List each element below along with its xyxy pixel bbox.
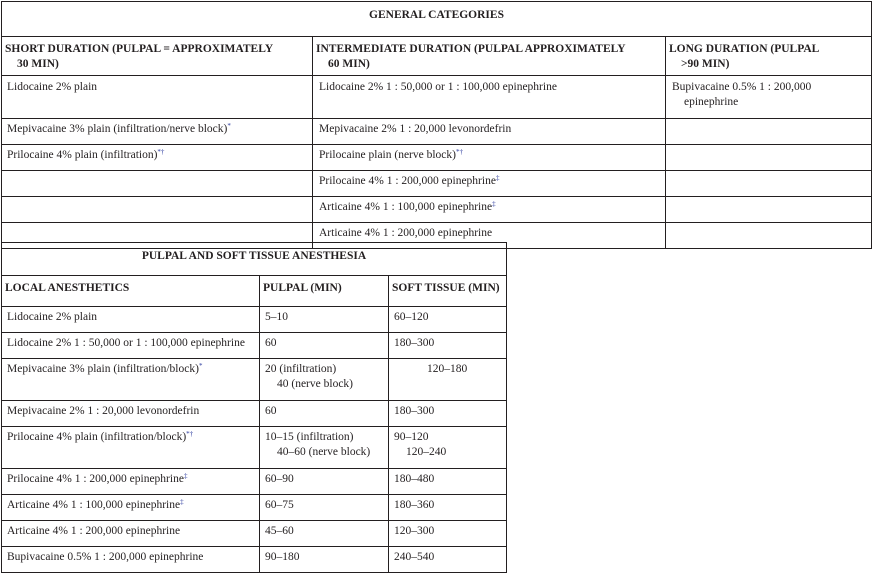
pulpal-cell: 60–90: [260, 469, 389, 495]
soft-tissue-cell: [389, 359, 507, 401]
cell-text: Mepivacaine 3% plain (infiltration/nerve block): [7, 123, 228, 135]
cell-text: Lidocaine 2% plain: [7, 311, 98, 323]
cell-text: Mepivacaine 2% 1 : 20,000 levonordefrin: [319, 123, 512, 135]
pulpal-cell: 60: [260, 401, 389, 427]
cell-text-line1: Bupivacaine 0.5% 1 : 200,000: [672, 81, 812, 93]
pulpal-cell: 5–10: [260, 307, 389, 333]
long-duration-header: [666, 37, 872, 76]
footnote-mark: *†: [157, 148, 165, 156]
soft-tissue-cell: 240–540: [389, 547, 507, 573]
intermediate-cell: [313, 171, 666, 197]
table-row: [2, 307, 507, 333]
pulpal-cell: [260, 427, 389, 469]
pulpal-header-row: [2, 276, 507, 307]
footnote-mark: *†: [186, 430, 194, 438]
table-row: [2, 76, 872, 119]
cell-text: Prilocaine 4% plain (infiltration): [7, 149, 158, 161]
short-cell: [2, 76, 313, 119]
pulpal-cell: 60: [260, 333, 389, 359]
table-row: [2, 119, 872, 145]
soft-tissue-cell: 120–300: [389, 521, 507, 547]
table-row: [2, 145, 872, 171]
long-cell: [666, 145, 872, 171]
anesthetic-cell: [2, 469, 260, 495]
footnote-mark: ‡: [492, 200, 496, 208]
anesthetic-cell: [2, 427, 260, 469]
general-header-row: [2, 37, 872, 76]
intermediate-duration-header-line2: 60 MIN): [328, 58, 370, 70]
anesthetic-cell: [2, 359, 260, 401]
short-duration-header-line2: 30 MIN): [17, 58, 59, 70]
cell-text: Bupivacaine 0.5% 1 : 200,000 epinephrine: [7, 551, 204, 563]
cell-text-line2: 40–60 (nerve block): [277, 446, 371, 458]
cell-text: Articaine 4% 1 : 100,000 epinephrine: [7, 499, 181, 511]
cell-text: Prilocaine 4% 1 : 200,000 epinephrine: [7, 473, 184, 485]
pulpal-soft-tissue-title: PULPAL AND SOFT TISSUE ANESTHESIA: [2, 243, 507, 276]
pulpal-cell: [260, 359, 389, 401]
short-cell: [2, 119, 313, 145]
footnote-mark: ‡: [183, 472, 188, 480]
cell-text-line1: 10–15 (infiltration): [265, 431, 354, 443]
long-cell: [666, 171, 872, 197]
pulpal-cell: 90–180: [260, 547, 389, 573]
cell-text-line1: 20 (infiltration): [265, 363, 337, 375]
cell-text: Prilocaine 4% 1 : 200,000 epinephrine: [319, 175, 496, 187]
general-categories-table: [1, 1, 872, 249]
long-cell: [666, 197, 872, 223]
anesthetic-cell: [2, 547, 260, 573]
soft-tissue-cell: 180–480: [389, 469, 507, 495]
cell-text: Mepivacaine 3% plain (infiltration/block): [7, 363, 199, 375]
anesthetic-cell: [2, 333, 260, 359]
pulpal-soft-tissue-table: [1, 242, 507, 573]
long-cell: [666, 76, 872, 119]
intermediate-cell: [313, 76, 666, 119]
table-row: [2, 521, 507, 547]
long-duration-header-line1: LONG DURATION (PULPAL: [669, 43, 820, 55]
table-row: [2, 495, 507, 521]
short-cell: [2, 145, 313, 171]
intermediate-cell: [313, 145, 666, 171]
intermediate-cell: [313, 197, 666, 223]
footnote-mark: *: [198, 362, 203, 370]
table-row: [2, 333, 507, 359]
table-row: [2, 427, 507, 469]
soft-tissue-cell: 180–300: [389, 401, 507, 427]
cell-text: Prilocaine plain (nerve block): [319, 149, 456, 161]
cell-text: Articaine 4% 1 : 200,000 epinephrine: [7, 525, 181, 537]
pulpal-min-header: PULPAL (MIN): [260, 276, 389, 307]
general-categories-title: GENERAL CATEGORIES: [2, 2, 872, 37]
long-duration-header-line2: >90 MIN): [681, 58, 730, 70]
anesthetic-cell: [2, 307, 260, 333]
footnote-mark: ‡: [495, 174, 500, 182]
soft-tissue-min-header: SOFT TISSUE (MIN): [389, 276, 507, 307]
anesthetic-cell: [2, 495, 260, 521]
soft-tissue-cell: [389, 427, 507, 469]
intermediate-duration-header: [313, 37, 666, 76]
cell-text-line2: 120–240: [406, 446, 447, 458]
table-row: [2, 359, 507, 401]
short-duration-header-line1: SHORT DURATION (PULPAL = APPROXIMATELY: [5, 43, 274, 55]
soft-tissue-cell: 180–300: [389, 333, 507, 359]
cell-text-line2: epinephrine: [684, 96, 739, 108]
cell-text: 120–180: [427, 363, 468, 375]
cell-text-line2: 40 (nerve block): [277, 378, 353, 390]
cell-text-line1: 90–120: [394, 431, 429, 443]
table-row: [2, 547, 507, 573]
table-row: [2, 171, 872, 197]
table-row: [2, 197, 872, 223]
soft-tissue-cell: 180–360: [389, 495, 507, 521]
intermediate-duration-header-line1: INTERMEDIATE DURATION (PULPAL APPROXIMATELY: [316, 43, 626, 55]
short-duration-header: [2, 37, 313, 76]
footnote-mark: *: [227, 122, 231, 130]
intermediate-cell: [313, 119, 666, 145]
cell-text: Articaine 4% 1 : 100,000 epinephrine: [319, 201, 493, 213]
cell-text: Lidocaine 2% plain: [7, 81, 98, 93]
short-cell: [2, 171, 313, 197]
short-cell: [2, 197, 313, 223]
cell-text: Mepivacaine 2% 1 : 20,000 levonordefrin: [7, 405, 200, 417]
cell-text: Lidocaine 2% 1 : 50,000 or 1 : 100,000 epinephrine: [319, 81, 557, 93]
pulpal-cell: 45–60: [260, 521, 389, 547]
cell-text: Lidocaine 2% 1 : 50,000 or 1 : 100,000 epinephrine: [7, 337, 245, 349]
cell-text: Prilocaine 4% plain (infiltration/block): [7, 431, 187, 443]
table-row: [2, 401, 507, 427]
footnote-mark: *†: [456, 148, 463, 156]
anesthetic-cell: [2, 401, 260, 427]
anesthetic-cell: [2, 521, 260, 547]
long-cell: [666, 223, 872, 249]
footnote-mark: ‡: [180, 498, 184, 506]
long-cell: [666, 119, 872, 145]
local-anesthetics-header: LOCAL ANESTHETICS: [2, 276, 260, 307]
pulpal-cell: 60–75: [260, 495, 389, 521]
cell-text: Articaine 4% 1 : 200,000 epinephrine: [319, 227, 493, 239]
table-row: [2, 469, 507, 495]
soft-tissue-cell: 60–120: [389, 307, 507, 333]
